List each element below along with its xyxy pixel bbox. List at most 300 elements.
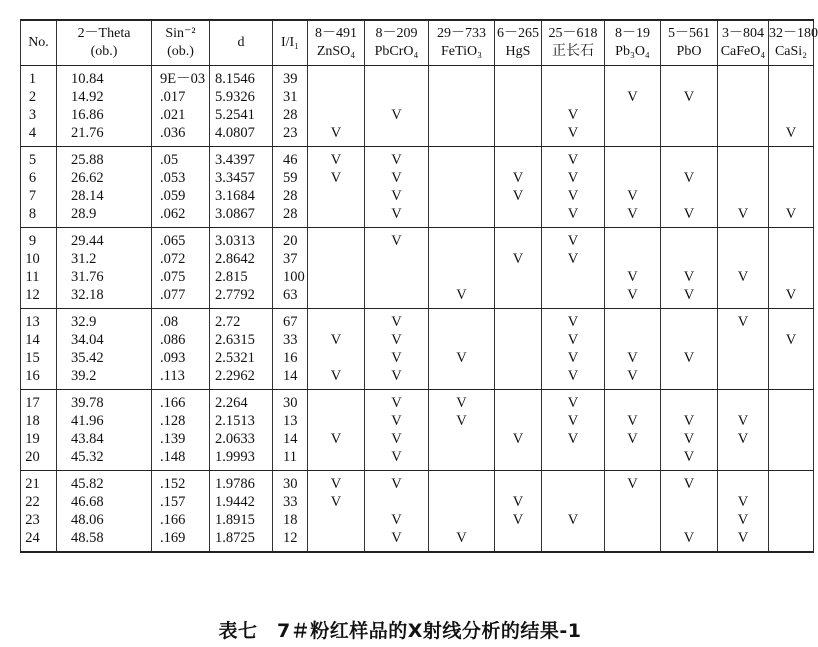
phase-match-mark: V bbox=[512, 512, 524, 528]
cell-d-spacing: 2.0633 bbox=[210, 430, 273, 448]
phase-match-cell bbox=[542, 187, 605, 205]
phase-match-cell bbox=[308, 169, 365, 187]
cell-two-theta: 26.62 bbox=[57, 169, 152, 187]
cell-no: 22 bbox=[21, 493, 57, 511]
phase-match-cell bbox=[429, 286, 495, 309]
cell-two-theta: 16.86 bbox=[57, 106, 152, 124]
phase-match-cell bbox=[308, 205, 365, 228]
phase-match-mark: V bbox=[391, 314, 402, 330]
phase-match-cell bbox=[542, 448, 605, 471]
phase-match-cell bbox=[365, 187, 429, 205]
cell-two-theta: 14.92 bbox=[57, 88, 152, 106]
phase-match-cell bbox=[308, 412, 365, 430]
phase-match-mark: V bbox=[330, 152, 342, 168]
phase-match-mark: V bbox=[456, 530, 467, 546]
table-row bbox=[21, 390, 814, 413]
phase-match-cell bbox=[605, 66, 661, 89]
cell-two-theta: 31.2 bbox=[57, 250, 152, 268]
phase-match-mark: V bbox=[391, 350, 402, 366]
cell-d-spacing: 1.9786 bbox=[210, 471, 273, 494]
phase-match-cell bbox=[495, 471, 542, 494]
table-row bbox=[21, 529, 814, 552]
phase-match-cell bbox=[769, 205, 814, 228]
phase-match-mark: V bbox=[683, 413, 695, 429]
cell-d-spacing: 3.0313 bbox=[210, 228, 273, 251]
phase-match-mark: V bbox=[683, 449, 695, 465]
cell-intensity-ratio: 46 bbox=[273, 147, 308, 170]
phase-match-cell bbox=[605, 529, 661, 552]
cell-two-theta: 39.2 bbox=[57, 367, 152, 390]
table-row bbox=[21, 147, 814, 170]
phase-match-cell bbox=[308, 367, 365, 390]
phase-match-cell bbox=[661, 349, 718, 367]
phase-match-mark: V bbox=[456, 413, 467, 429]
table-row bbox=[21, 187, 814, 205]
phase-match-cell bbox=[661, 147, 718, 170]
cell-two-theta: 45.82 bbox=[57, 471, 152, 494]
cell-intensity-ratio: 11 bbox=[273, 448, 308, 471]
cell-no: 6 bbox=[21, 169, 57, 187]
table-row bbox=[21, 367, 814, 390]
phase-match-cell bbox=[495, 331, 542, 349]
phase-match-cell bbox=[308, 124, 365, 147]
phase-match-cell bbox=[661, 529, 718, 552]
phase-match-mark: V bbox=[627, 188, 638, 204]
phase-match-mark: V bbox=[391, 476, 402, 492]
phase-match-mark: V bbox=[737, 314, 749, 330]
phase-match-cell bbox=[769, 529, 814, 552]
phase-match-cell bbox=[661, 228, 718, 251]
phase-match-cell bbox=[495, 187, 542, 205]
phase-match-cell bbox=[365, 205, 429, 228]
phase-match-cell bbox=[605, 448, 661, 471]
phase-match-cell bbox=[365, 106, 429, 124]
phase-match-cell bbox=[308, 309, 365, 332]
phase-match-cell bbox=[542, 250, 605, 268]
phase-match-cell bbox=[769, 511, 814, 529]
phase-match-mark: V bbox=[330, 332, 342, 348]
phase-match-mark: V bbox=[567, 350, 579, 366]
phase-match-mark: V bbox=[737, 269, 749, 285]
phase-match-mark: V bbox=[567, 332, 579, 348]
cell-no: 13 bbox=[21, 309, 57, 332]
phase-match-cell bbox=[605, 268, 661, 286]
cell-two-theta: 35.42 bbox=[57, 349, 152, 367]
phase-match-cell bbox=[542, 390, 605, 413]
cell-intensity-ratio: 18 bbox=[273, 511, 308, 529]
cell-two-theta: 32.9 bbox=[57, 309, 152, 332]
phase-match-mark: V bbox=[391, 395, 402, 411]
table-row bbox=[21, 88, 814, 106]
cell-d-spacing: 1.9993 bbox=[210, 448, 273, 471]
table-caption: 表七 7＃粉红样品的X射线分析的结果-1 bbox=[218, 620, 582, 642]
cell-no: 14 bbox=[21, 331, 57, 349]
phase-match-cell bbox=[661, 169, 718, 187]
cell-d-spacing: 5.9326 bbox=[210, 88, 273, 106]
table-row bbox=[21, 286, 814, 309]
phase-match-mark: V bbox=[627, 350, 638, 366]
cell-intensity-ratio: 39 bbox=[273, 66, 308, 89]
phase-match-cell bbox=[769, 493, 814, 511]
phase-match-cell bbox=[429, 331, 495, 349]
phase-match-mark: V bbox=[456, 350, 467, 366]
phase-match-cell bbox=[718, 511, 769, 529]
cell-d-spacing: 3.3457 bbox=[210, 169, 273, 187]
phase-match-cell bbox=[769, 349, 814, 367]
table-row bbox=[21, 493, 814, 511]
phase-match-cell bbox=[769, 430, 814, 448]
phase-match-cell bbox=[495, 147, 542, 170]
phase-match-mark: V bbox=[330, 494, 342, 510]
phase-match-mark: V bbox=[391, 368, 402, 384]
phase-match-cell bbox=[365, 309, 429, 332]
phase-match-cell bbox=[542, 367, 605, 390]
cell-no: 2 bbox=[21, 88, 57, 106]
phase-match-mark: V bbox=[737, 512, 749, 528]
xrd-results-table-wrapper bbox=[20, 19, 818, 553]
phase-match-cell bbox=[605, 349, 661, 367]
phase-match-cell bbox=[429, 367, 495, 390]
cell-intensity-ratio: 30 bbox=[273, 390, 308, 413]
phase-match-cell bbox=[718, 187, 769, 205]
phase-match-cell bbox=[718, 286, 769, 309]
cell-no: 21 bbox=[21, 471, 57, 494]
phase-match-cell bbox=[605, 471, 661, 494]
phase-match-mark: V bbox=[567, 251, 579, 267]
header-phase-fetio3: 29－733 FeTiO₃ bbox=[429, 20, 495, 66]
phase-match-cell bbox=[769, 169, 814, 187]
header-phase-hgs: 6－265 HgS bbox=[495, 20, 542, 66]
header-sin: Sin⁻² (ob.) bbox=[152, 20, 210, 66]
cell-sin: .128 bbox=[152, 412, 210, 430]
phase-match-cell bbox=[542, 286, 605, 309]
cell-two-theta: 46.68 bbox=[57, 493, 152, 511]
table-row bbox=[21, 448, 814, 471]
cell-sin: .166 bbox=[152, 511, 210, 529]
phase-match-cell bbox=[718, 471, 769, 494]
phase-match-cell bbox=[542, 412, 605, 430]
phase-match-mark: V bbox=[330, 125, 342, 141]
phase-match-mark: V bbox=[785, 287, 797, 303]
table-row bbox=[21, 228, 814, 251]
phase-match-cell bbox=[495, 430, 542, 448]
phase-match-mark: V bbox=[627, 206, 638, 222]
cell-sin: .093 bbox=[152, 349, 210, 367]
phase-match-cell bbox=[718, 124, 769, 147]
cell-intensity-ratio: 14 bbox=[273, 367, 308, 390]
phase-match-cell bbox=[365, 268, 429, 286]
phase-match-cell bbox=[718, 228, 769, 251]
phase-match-mark: V bbox=[330, 431, 342, 447]
cell-two-theta: 41.96 bbox=[57, 412, 152, 430]
phase-match-cell bbox=[542, 430, 605, 448]
phase-match-cell bbox=[429, 448, 495, 471]
table-row bbox=[21, 250, 814, 268]
phase-match-cell bbox=[365, 286, 429, 309]
phase-match-cell bbox=[718, 106, 769, 124]
cell-intensity-ratio: 23 bbox=[273, 124, 308, 147]
phase-match-cell bbox=[769, 250, 814, 268]
phase-match-cell bbox=[495, 106, 542, 124]
phase-match-cell bbox=[365, 250, 429, 268]
phase-match-cell bbox=[605, 367, 661, 390]
phase-match-mark: V bbox=[567, 368, 579, 384]
phase-match-cell bbox=[365, 147, 429, 170]
phase-match-cell bbox=[769, 471, 814, 494]
cell-sin: .017 bbox=[152, 88, 210, 106]
phase-match-cell bbox=[661, 430, 718, 448]
phase-match-cell bbox=[495, 169, 542, 187]
phase-match-mark: V bbox=[785, 332, 797, 348]
phase-match-cell bbox=[718, 169, 769, 187]
phase-match-mark: V bbox=[785, 206, 797, 222]
phase-match-mark: V bbox=[391, 206, 402, 222]
phase-match-mark: V bbox=[737, 206, 749, 222]
phase-match-cell bbox=[605, 250, 661, 268]
phase-match-cell bbox=[605, 124, 661, 147]
phase-match-mark: V bbox=[737, 413, 749, 429]
phase-match-cell bbox=[718, 529, 769, 552]
phase-match-cell bbox=[769, 66, 814, 89]
phase-match-cell bbox=[661, 367, 718, 390]
cell-no: 1 bbox=[21, 66, 57, 89]
phase-match-mark: V bbox=[627, 368, 638, 384]
phase-match-cell bbox=[495, 205, 542, 228]
phase-match-cell bbox=[495, 349, 542, 367]
phase-match-cell bbox=[308, 493, 365, 511]
cell-sin: .169 bbox=[152, 529, 210, 552]
cell-sin: .152 bbox=[152, 471, 210, 494]
phase-match-mark: V bbox=[567, 413, 579, 429]
phase-match-cell bbox=[605, 390, 661, 413]
phase-match-cell bbox=[769, 124, 814, 147]
phase-match-cell bbox=[365, 511, 429, 529]
cell-no: 3 bbox=[21, 106, 57, 124]
phase-match-cell bbox=[542, 493, 605, 511]
phase-match-cell bbox=[605, 228, 661, 251]
phase-match-cell bbox=[429, 493, 495, 511]
phase-match-cell bbox=[718, 331, 769, 349]
phase-match-mark: V bbox=[330, 476, 342, 492]
phase-match-mark: V bbox=[627, 89, 638, 105]
phase-match-cell bbox=[495, 228, 542, 251]
phase-match-mark: V bbox=[627, 431, 638, 447]
header-phase-pbo: 5－561 PbO bbox=[661, 20, 718, 66]
cell-no: 19 bbox=[21, 430, 57, 448]
cell-intensity-ratio: 30 bbox=[273, 471, 308, 494]
cell-intensity-ratio: 16 bbox=[273, 349, 308, 367]
cell-two-theta: 25.88 bbox=[57, 147, 152, 170]
phase-match-mark: V bbox=[456, 287, 467, 303]
phase-match-cell bbox=[661, 309, 718, 332]
phase-match-mark: V bbox=[785, 125, 797, 141]
phase-match-cell bbox=[308, 511, 365, 529]
table-body bbox=[21, 66, 814, 553]
cell-no: 7 bbox=[21, 187, 57, 205]
phase-match-cell bbox=[495, 448, 542, 471]
phase-match-cell bbox=[429, 106, 495, 124]
phase-match-cell bbox=[769, 268, 814, 286]
phase-match-mark: V bbox=[683, 89, 695, 105]
phase-match-cell bbox=[365, 169, 429, 187]
phase-match-mark: V bbox=[391, 107, 402, 123]
phase-match-cell bbox=[718, 349, 769, 367]
phase-match-cell bbox=[429, 430, 495, 448]
phase-match-mark: V bbox=[737, 431, 749, 447]
table-row bbox=[21, 511, 814, 529]
phase-match-cell bbox=[308, 448, 365, 471]
phase-match-cell bbox=[542, 147, 605, 170]
cell-two-theta: 21.76 bbox=[57, 124, 152, 147]
phase-match-mark: V bbox=[456, 395, 467, 411]
phase-match-cell bbox=[605, 187, 661, 205]
phase-match-cell bbox=[718, 250, 769, 268]
cell-sin: .08 bbox=[152, 309, 210, 332]
cell-no: 8 bbox=[21, 205, 57, 228]
cell-d-spacing: 8.1546 bbox=[210, 66, 273, 89]
phase-match-cell bbox=[769, 448, 814, 471]
cell-d-spacing: 3.1684 bbox=[210, 187, 273, 205]
phase-match-cell bbox=[542, 66, 605, 89]
phase-match-mark: V bbox=[567, 170, 579, 186]
phase-match-cell bbox=[769, 187, 814, 205]
phase-match-mark: V bbox=[683, 287, 695, 303]
phase-match-mark: V bbox=[567, 206, 579, 222]
header-row bbox=[21, 20, 814, 66]
header-phase-pbcro4: 8－209 PbCrO₄ bbox=[365, 20, 429, 66]
phase-match-cell bbox=[661, 250, 718, 268]
phase-match-cell bbox=[308, 471, 365, 494]
phase-match-cell bbox=[495, 286, 542, 309]
phase-match-mark: V bbox=[683, 170, 695, 186]
phase-match-cell bbox=[605, 493, 661, 511]
phase-match-cell bbox=[495, 367, 542, 390]
phase-match-cell bbox=[365, 390, 429, 413]
phase-match-cell bbox=[495, 66, 542, 89]
cell-no: 16 bbox=[21, 367, 57, 390]
phase-match-cell bbox=[769, 228, 814, 251]
cell-two-theta: 10.84 bbox=[57, 66, 152, 89]
phase-match-cell bbox=[365, 430, 429, 448]
phase-match-cell bbox=[429, 66, 495, 89]
phase-match-mark: V bbox=[567, 395, 579, 411]
phase-match-cell bbox=[308, 268, 365, 286]
phase-match-mark: V bbox=[391, 449, 402, 465]
phase-match-cell bbox=[365, 88, 429, 106]
cell-two-theta: 32.18 bbox=[57, 286, 152, 309]
cell-d-spacing: 3.4397 bbox=[210, 147, 273, 170]
cell-intensity-ratio: 31 bbox=[273, 88, 308, 106]
phase-match-mark: V bbox=[567, 188, 579, 204]
cell-sin: .065 bbox=[152, 228, 210, 251]
phase-match-cell bbox=[429, 349, 495, 367]
phase-match-mark: V bbox=[391, 431, 402, 447]
cell-d-spacing: 2.7792 bbox=[210, 286, 273, 309]
cell-intensity-ratio: 20 bbox=[273, 228, 308, 251]
phase-match-cell bbox=[718, 88, 769, 106]
phase-match-cell bbox=[661, 124, 718, 147]
cell-d-spacing: 1.9442 bbox=[210, 493, 273, 511]
cell-no: 17 bbox=[21, 390, 57, 413]
phase-match-cell bbox=[718, 367, 769, 390]
cell-d-spacing: 3.0867 bbox=[210, 205, 273, 228]
phase-match-cell bbox=[769, 309, 814, 332]
phase-match-cell bbox=[661, 493, 718, 511]
phase-match-mark: V bbox=[391, 152, 402, 168]
cell-two-theta: 43.84 bbox=[57, 430, 152, 448]
phase-match-mark: V bbox=[567, 152, 579, 168]
cell-no: 12 bbox=[21, 286, 57, 309]
phase-match-cell bbox=[495, 268, 542, 286]
cell-d-spacing: 2.5321 bbox=[210, 349, 273, 367]
phase-match-cell bbox=[542, 106, 605, 124]
phase-match-cell bbox=[365, 493, 429, 511]
phase-match-mark: V bbox=[512, 188, 524, 204]
phase-match-mark: V bbox=[391, 413, 402, 429]
phase-match-cell bbox=[429, 187, 495, 205]
phase-match-mark: V bbox=[627, 413, 638, 429]
cell-intensity-ratio: 59 bbox=[273, 169, 308, 187]
phase-match-cell bbox=[605, 430, 661, 448]
header-two-theta: 2－Theta (ob.) bbox=[57, 20, 152, 66]
cell-d-spacing: 1.8915 bbox=[210, 511, 273, 529]
cell-two-theta: 29.44 bbox=[57, 228, 152, 251]
phase-match-cell bbox=[661, 187, 718, 205]
cell-sin: .075 bbox=[152, 268, 210, 286]
header-no: No. bbox=[21, 20, 57, 66]
phase-match-cell bbox=[429, 412, 495, 430]
phase-match-cell bbox=[365, 349, 429, 367]
table-row bbox=[21, 430, 814, 448]
cell-intensity-ratio: 28 bbox=[273, 106, 308, 124]
phase-match-cell bbox=[769, 412, 814, 430]
phase-match-cell bbox=[661, 331, 718, 349]
phase-match-cell bbox=[661, 412, 718, 430]
cell-no: 9 bbox=[21, 228, 57, 251]
phase-match-cell bbox=[605, 511, 661, 529]
header-phase-casi2: 32－180 CaSi₂ bbox=[769, 20, 814, 66]
cell-sin: .059 bbox=[152, 187, 210, 205]
phase-match-cell bbox=[495, 529, 542, 552]
cell-sin: .05 bbox=[152, 147, 210, 170]
phase-match-cell bbox=[308, 286, 365, 309]
phase-match-cell bbox=[605, 169, 661, 187]
phase-match-cell bbox=[429, 250, 495, 268]
phase-match-cell bbox=[718, 268, 769, 286]
cell-sin: .077 bbox=[152, 286, 210, 309]
phase-match-cell bbox=[429, 228, 495, 251]
cell-two-theta: 31.76 bbox=[57, 268, 152, 286]
header-phase-pb3o4: 8－19 Pb₃O₄ bbox=[605, 20, 661, 66]
phase-match-cell bbox=[495, 124, 542, 147]
phase-match-cell bbox=[718, 205, 769, 228]
cell-d-spacing: 2.8642 bbox=[210, 250, 273, 268]
cell-no: 20 bbox=[21, 448, 57, 471]
phase-match-cell bbox=[542, 511, 605, 529]
phase-match-mark: V bbox=[683, 530, 695, 546]
phase-match-cell bbox=[495, 390, 542, 413]
phase-match-cell bbox=[365, 412, 429, 430]
phase-match-cell bbox=[661, 66, 718, 89]
phase-match-mark: V bbox=[391, 332, 402, 348]
phase-match-mark: V bbox=[683, 269, 695, 285]
phase-match-cell bbox=[661, 511, 718, 529]
phase-match-mark: V bbox=[391, 233, 402, 249]
cell-d-spacing: 2.1513 bbox=[210, 412, 273, 430]
table-row bbox=[21, 309, 814, 332]
phase-match-cell bbox=[661, 390, 718, 413]
cell-intensity-ratio: 12 bbox=[273, 529, 308, 552]
